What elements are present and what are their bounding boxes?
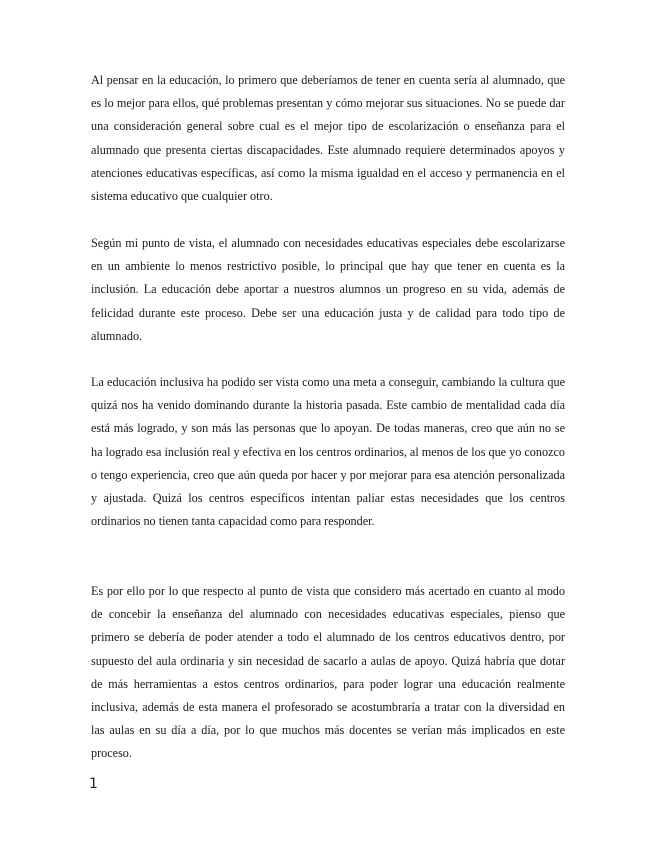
paragraph-1: Al pensar en la educación, lo primero que deberíamos de tener en cuenta sería al alumnado, que es lo mejor para ellos, qué problemas presentan y cómo mejorar sus situaciones. No se puede dar una consideración general sobre cual es el mejor tipo de escolarización o enseñanza para el alumnado que presenta ciertas discapacidades. Este alumnado requiere determinados apoyos y atenciones educativas específicas, así como la misma igualdad en el acceso y permanencia en el sistema educativo que cualquier otro. bbox=[91, 73, 565, 204]
paragraph-3: La educación inclusiva ha podido ser vista como una meta a conseguir, cambiando la cultura que quizá nos ha venido dominando durante la historia pasada. Este cambio de mentalidad cada día está más logrado, y son más las personas que lo apoyan. De todas maneras, creo que aún no se ha logrado esa inclusión real y efectiva en los centros ordinarios, al menos de los que yo conozco o tengo experiencia, creo que aún queda por hacer y por mejorar para esa atención personalizada y ajustada. Quizá los centros específicos intentan paliar estas necesidades que los centros ordinarios no tienen tanta capacidad como para responder. bbox=[91, 375, 565, 529]
page-number: 1 bbox=[89, 776, 98, 792]
paragraph-4: Es por ello por lo que respecto al punto de vista que considero más acertado en cuanto al modo de concebir la enseñanza del alumnado con necesidades educativas especiales, pienso que primero se debería de poder atender a todo el alumnado de los centros educativos dentro, por supuesto del aula ordinaria y sin necesidad de sacarlo a aulas de apoyo. Quizá habría que dotar de más herramientas a estos centros ordinarios, para poder lograr una educación realmente inclusiva, además de esta manera el profesorado se acostumbraría a tratar con la diversidad en las aulas en su día a día, por lo que muchos más docentes se verían más implicados en este proceso. bbox=[91, 584, 565, 761]
paragraph-2: Según mi punto de vista, el alumnado con necesidades educativas especiales debe escolarizarse en un ambiente lo menos restrictivo posible, lo principal que hay que tener en cuenta es la inclusión. La educación debe aportar a nuestros alumnos un progreso en su vida, además de felicidad durante este proceso. Debe ser una educación justa y de calidad para todo tipo de alumnado. bbox=[91, 236, 565, 343]
